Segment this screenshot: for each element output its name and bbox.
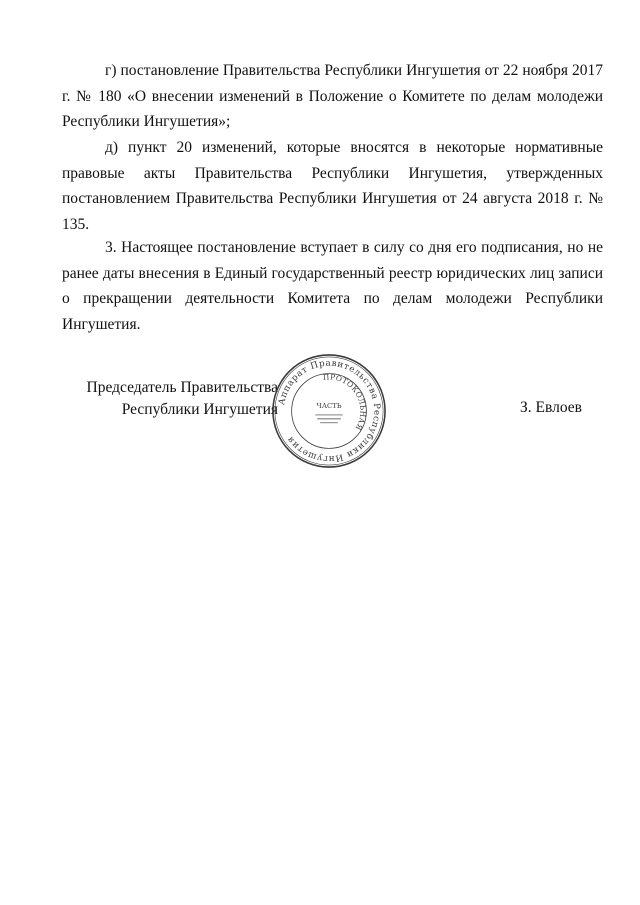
signer-position (62, 377, 278, 421)
signer-name: З. Евлоев (520, 399, 582, 416)
signer-position-line2: Республики Ингушетия (121, 401, 278, 418)
seal-inner-text: ПРОТОКОЛЬНАЯ (322, 372, 368, 432)
paragraph-item-d: д) пункт 20 изменений, которые вносятся в некоторые нормативные правовые акты Правительства Республики Ингушетия, утвержденных постановлением Правительства Республики Ингушетия от 24 августа 2018 г. № 135. (62, 139, 603, 233)
paragraph-clause-3: 3. Настоящее постановление вступает в силу со дня его подписания, но не ранее даты внесения в Единый государственный реестр юридических лиц записи о прекращении деятельности Комитета по делам молодежи Республики Ингушетия. (62, 239, 603, 333)
official-seal (270, 352, 388, 470)
paragraph-item-g: г) постановление Правительства Республики Ингушетия от 22 ноября 2017 г. № 180 «О внесении изменений в Положение о Комитете по делам молодежи Республики Ингушетия»; (62, 62, 603, 130)
seal-center-text: ЧАСТЬ (316, 402, 342, 411)
seal-outer-text: Аппарат Правительства Республики Ингушетия (277, 358, 382, 464)
signer-position-line1: Председатель Правительства (86, 379, 278, 396)
